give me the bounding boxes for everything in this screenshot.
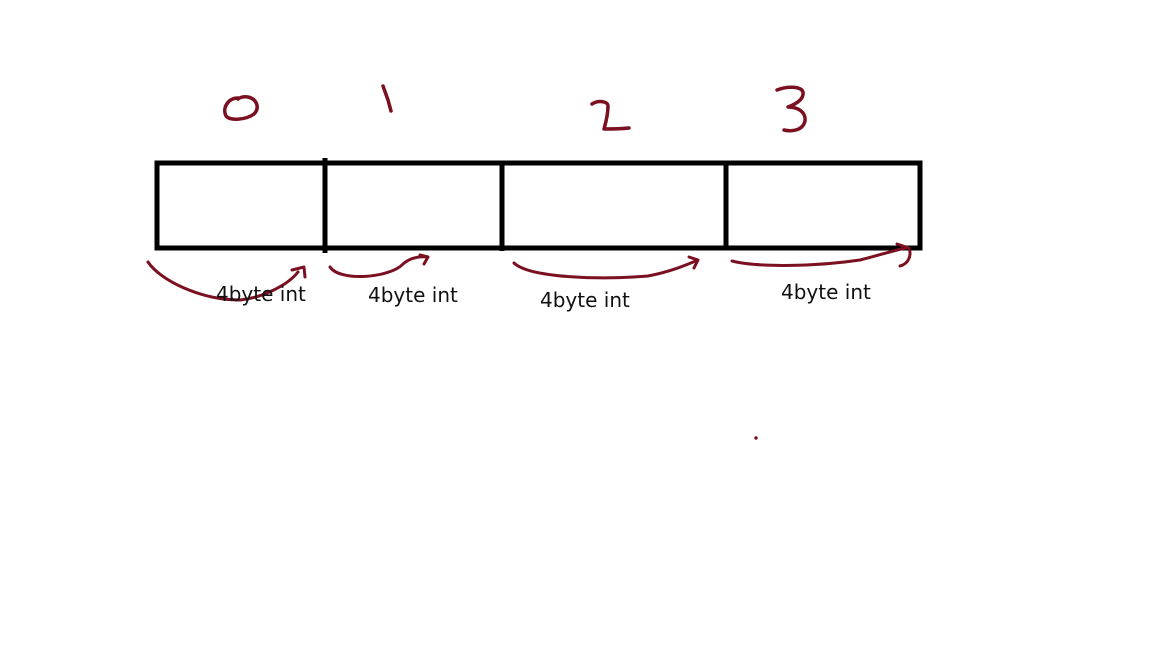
index-3-digit [777,87,805,130]
cell-size-label-0: 4byte int [216,282,306,306]
cell-size-label-2: 4byte int [540,288,630,312]
span-arrow-1 [330,255,428,277]
array-outline [157,163,920,248]
cell-size-label-1: 4byte int [368,283,458,307]
cell-size-label-3: 4byte int [781,280,871,304]
index-0-digit [225,97,257,119]
index-1-digit [383,86,391,111]
span-arrow-2 [514,257,698,278]
array-box [157,158,920,253]
index-2-digit [592,102,629,129]
stray-ink-dot [754,436,757,439]
